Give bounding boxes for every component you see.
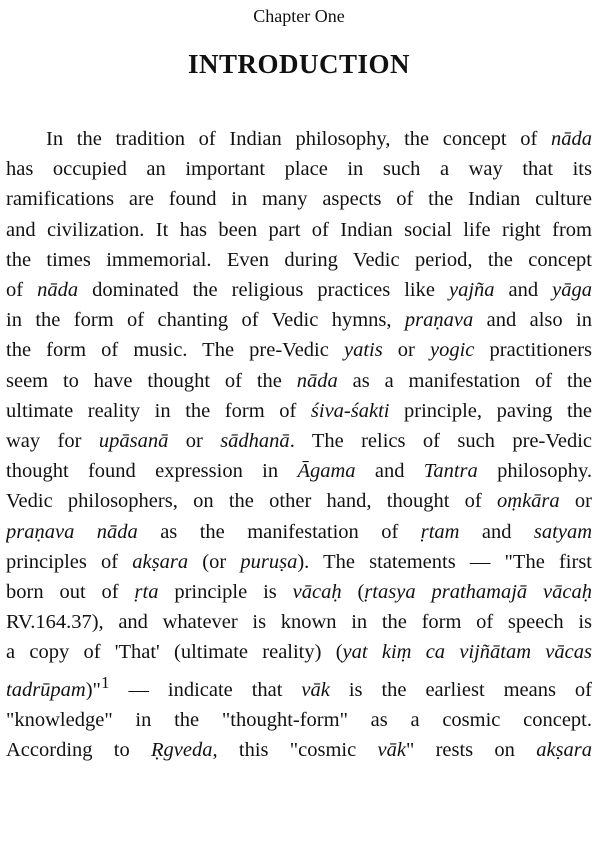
text-line: principles of akṣara (or puruṣa). The statements — "The first (6, 550, 592, 573)
chapter-title: INTRODUCTION (187, 49, 411, 79)
chapter-label: Chapter One (253, 6, 345, 26)
text-line: praṇava nāda as the manifestation of ṛtam and satyam (6, 520, 592, 543)
text-line: a copy of 'That' (ultimate reality) (yat kiṃ ca vijñātam vācas (6, 641, 592, 664)
text-line: way for upāsanā or sādhanā. The relics of such pre-Vedic (6, 430, 592, 453)
text-line: RV.164.37), and whatever is known in the form of speech is (6, 611, 592, 634)
text-line: tadrūpam)"$^1$ — indicate that vāk is the earliest means of (6, 672, 592, 701)
text-line: Vedic philosophers, on the other hand, thought of oṃkāra or (6, 490, 592, 513)
text-line: According to Ṛgveda, this "cosmic vāk" rests on akṣara (6, 738, 592, 761)
text-line: seem to have thought of the nāda as a manifestation of the (6, 369, 592, 392)
text-line: In the tradition of Indian philosophy, the concept of nāda (46, 128, 592, 150)
text-line: of nāda dominated the religious practices like yajña and yāga (6, 279, 592, 302)
body-paragraph (6, 124, 592, 765)
text-line: born out of ṛta principle is vācaḥ (ṛtasya prathamajā vācaḥ (6, 581, 592, 604)
text-line: ultimate reality in the form of śiva-śakti principle, paving the (6, 399, 592, 422)
text-line: ramifications are found in many aspects of the Indian culture (6, 188, 592, 211)
text-line: thought found expression in Āgama and Tantra philosophy. (6, 460, 592, 483)
text-line: the times immemorial. Even during Vedic period, the concept (6, 248, 592, 271)
text-line: in the form of chanting of Vedic hymns, praṇava and also in (6, 309, 592, 332)
text-line: has occupied an important place in such a way that its (6, 158, 592, 181)
text-line: "knowledge" in the "thought-form" as a cosmic concept. (6, 708, 592, 731)
text-line: the form of music. The pre-Vedic yatis or yogic practitioners (6, 339, 592, 362)
text-line: and civilization. It has been part of Indian social life right from (6, 218, 592, 241)
